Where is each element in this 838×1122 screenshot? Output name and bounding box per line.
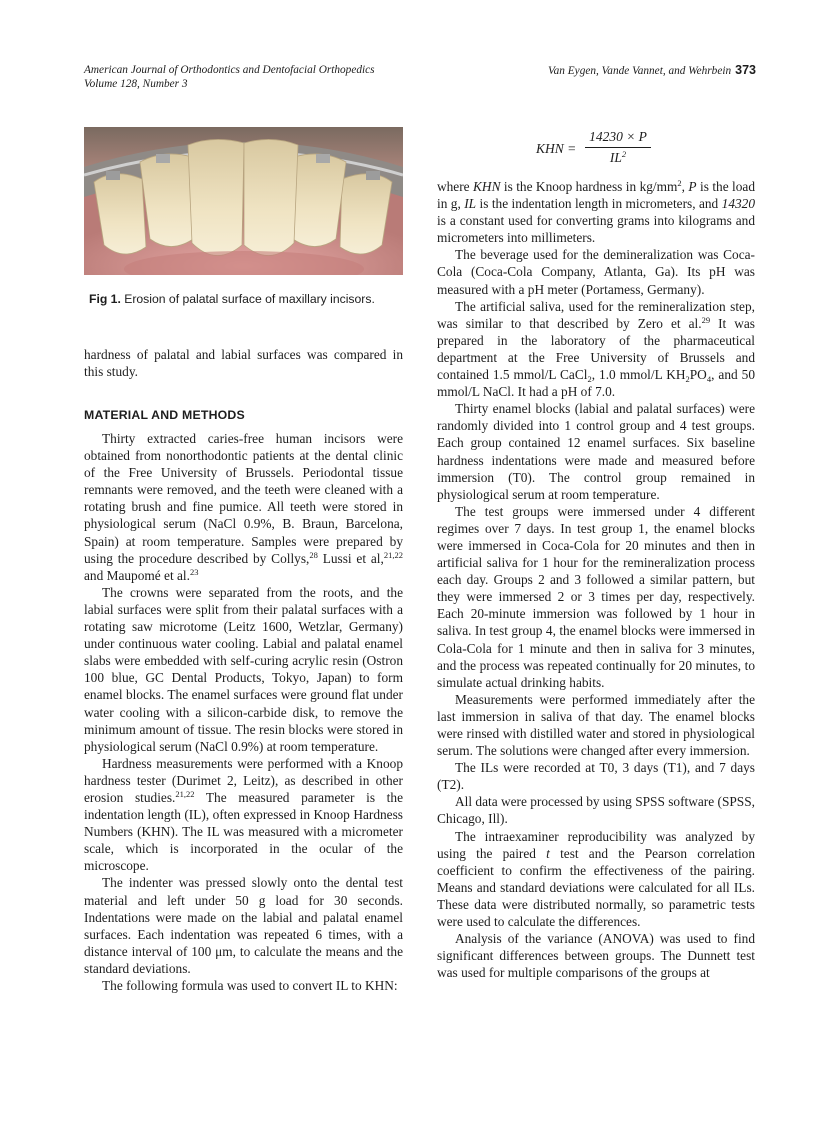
formula-explanation: where KHN is the Knoop hardness in $kg/mm^2$, P is the load in g, IL is the indentation length in micrometers, and 14320 is a constant used for converting grams into kilograms and micrometers into millimeters. bbox=[437, 178, 756, 246]
running-header-right bbox=[548, 63, 756, 78]
fraction-bar bbox=[585, 147, 651, 148]
running-header-left bbox=[84, 63, 375, 91]
left-column-body bbox=[84, 430, 403, 994]
methods-paragraph-4: The indenter was pressed slowly onto the dental test material and left under 50 g load for 30 seconds. Indentations were made on the labial and palatal enamel surfaces. Each indentation was repeated 6 times, with a distance interval of 100 μm, to calculate the means and the standard deviations. bbox=[84, 875, 403, 976]
timepoints-paragraph: The ILs were recorded at T0, 3 days (T1), and 7 days (T2). bbox=[437, 760, 755, 793]
methods-paragraph-1: Thirty extracted caries-free human incisors were obtained from nonorthodontic patients at the dental clinic of the Free University of Brussels. Periodontal tissue remnants were removed, and the teeth were cleaned with a rotating brush and fine pumice. All teeth were stored in physiological serum (NaCl 0.9%, B. Braun, Barcelona, Spain) at room temperature. Samples were prepared by using the procedure described by Collys,$^{28}$ Lussi et al,$^{21,22}$ and Maupomé et al.$^{23}$ bbox=[84, 431, 403, 583]
page-number: 373 bbox=[735, 63, 756, 77]
methods-paragraph-5: The following formula was used to convert IL to KHN: bbox=[102, 978, 398, 993]
methods-paragraph-2: The crowns were separated from the roots, and the labial surfaces were split from their palatal surfaces with a rotating saw microtome (Leitz 1600, Wetzlar, Germany) under continuous water cooling. Labial and palatal enamel slabs were embedded with self-curing acrylic resin (Ostron 100 blue, GC Dental Products, Tokyo, Japan) to form enamel blocks. The enamel surfaces were ground flat under water cooling with a silicon-carbide disk, to remove the minimum amount of tissue. The resin blocks were stored in physiological serum (NaCl 0.9%) at room temperature. bbox=[84, 584, 403, 754]
citation: 28 bbox=[309, 549, 318, 560]
beverage-paragraph: The beverage used for the demineralization was Coca-Cola (Coca-Cola Company, Atlanta, Ga). Its pH was measured with a pH meter (Portamess, Germany). bbox=[437, 247, 755, 297]
citation: 23 bbox=[189, 566, 199, 577]
measurements-paragraph: Measurements were performed immediately after the last immersion in saliva of that day. The enamel blocks were rinsed with distilled water and stored in physiological serum. The solutions were changed after every immersion. bbox=[437, 691, 755, 759]
regimes-paragraph: The test groups were immersed under 4 different regimes over 7 days. In test group 1, the enamel blocks were immersed in Coca-Cola for 20 minutes and then in artificial saliva for 1 hour for the remineralization process each day. Groups 2 and 3 followed a similar pattern, but they were immersed 2 or 3 times per day, respectively. Each 20-minute immersion was followed by 1 hour in saliva. In test group 4, the enamel blocks were immersed in Cola-Cola for 1 minute and then in saliva for 3 minutes, and the process was repeated continually for 20 minutes, to simulate actual drinking habits. bbox=[437, 503, 755, 690]
anova-paragraph: Analysis of the variance (ANOVA) was used to find significant differences between groups. The Dunnett test was used for multiple comparisons of the groups at bbox=[437, 931, 755, 981]
formula-denominator: $IL^2$ bbox=[609, 149, 627, 165]
reproducibility-paragraph: The intraexaminer reproducibility was analyzed by using the paired t test and the Pearson correlation coefficient to confirm the effectiveness of the pairing. Means and standard deviations were calculated for all ILs. These data were distributed normally, so parametric tests were used to calculate the differences. bbox=[437, 828, 755, 930]
formula-lhs: KHN = bbox=[536, 141, 577, 156]
formula-numerator: 14230 × P bbox=[589, 129, 647, 144]
running-authors: Van Eygen, Vande Vannet, and Wehrbein bbox=[548, 65, 732, 77]
section-heading: MATERIAL AND METHODS bbox=[84, 408, 245, 422]
figure-photo bbox=[84, 127, 403, 275]
right-column-body bbox=[437, 178, 755, 981]
intro-text: hardness of palatal and labial surfaces was compared in this study. bbox=[84, 347, 403, 380]
citation: 29 bbox=[701, 314, 711, 325]
groups-paragraph: Thirty enamel blocks (labial and palatal surfaces) were randomly divided into 1 control group and 4 test groups. Each group contained 12 enamel surfaces. Six baseline hardness indentations were made and measured before immersion (T0). The control group remained in physiological serum at room temperature. bbox=[437, 401, 755, 502]
intro-paragraph-end bbox=[84, 346, 403, 380]
citation: 21,22 bbox=[383, 549, 403, 560]
figure-label: Fig 1. bbox=[89, 292, 121, 306]
figure-caption bbox=[89, 292, 419, 306]
incisors-photo-illustration bbox=[84, 127, 403, 275]
journal-title: American Journal of Orthodontics and Dentofacial Orthopedics bbox=[84, 64, 375, 76]
methods-paragraph-3: Hardness measurements were performed with a Knoop hardness tester (Durimet 2, Leitz), as described in other erosion studies.$^{21,22}$ The measured parameter is the indentation length (IL), often expressed in Knoop Hardness Numbers (KHN). The IL was measured with a micrometer scale, which is incorporated in the ocular of the microscope. bbox=[84, 755, 403, 874]
formula-fraction bbox=[585, 129, 651, 166]
figure-caption-text: Erosion of palatal surface of maxillary incisors. bbox=[120, 292, 375, 306]
software-paragraph: All data were processed by using SPSS software (SPSS, Chicago, Ill). bbox=[437, 794, 755, 827]
citation: 21,22 bbox=[175, 788, 195, 799]
saliva-paragraph: The artificial saliva, used for the remineralization step, was similar to that described by Zero et al.$^{29}$ It was prepared in the laboratory of the pharmaceutical department at the Free University of Brussels and contained 1.5 mmol/L CaCl$_2$, 1.0 mmol/L $KH_2PO_4$, and 50 mmol/L NaCl. It had a pH of 7.0. bbox=[437, 298, 755, 400]
khn-formula bbox=[536, 129, 666, 171]
volume-line: Volume 128, Number 3 bbox=[84, 78, 188, 90]
